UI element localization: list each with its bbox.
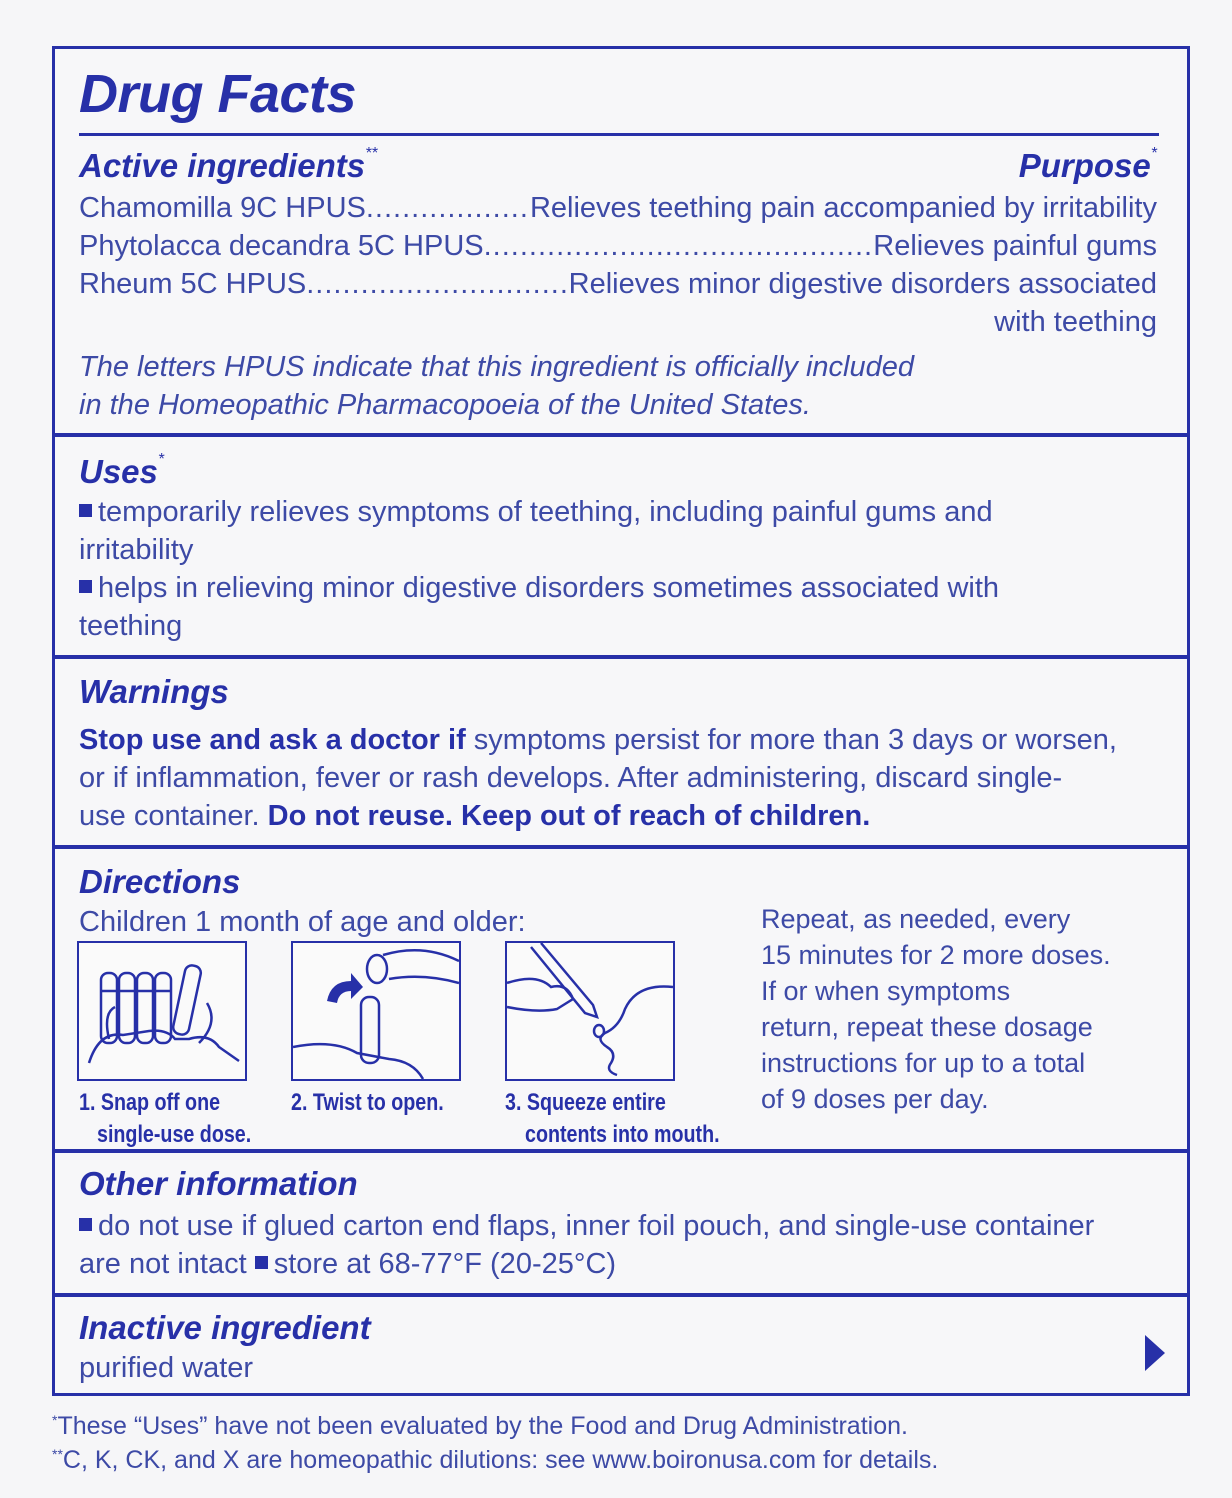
ingredient-name: Chamomilla 9C HPUS xyxy=(79,192,366,224)
other-info-text: do not use if glued carton end flaps, inner foil pouch, and single-use container xyxy=(98,1210,1095,1242)
warnings-text: symptoms persist for more than 3 days or worsen, xyxy=(465,724,1117,756)
active-heading-mark: ** xyxy=(365,145,378,162)
purpose-heading-text: Purpose xyxy=(1018,147,1151,184)
step2-caption: 2. Twist to open. xyxy=(291,1089,444,1116)
active-ingredients-heading xyxy=(79,147,378,185)
squeeze-mouth-illustration xyxy=(505,941,675,1081)
leader-dots xyxy=(366,189,530,227)
step1-caption: 1. Snap off one xyxy=(79,1089,221,1116)
uses-item-text: temporarily relieves symptoms of teething, including painful gums and xyxy=(98,496,993,528)
repeat-line: Repeat, as needed, every xyxy=(761,904,1071,934)
page-title: Drug Facts xyxy=(79,64,357,124)
directions-heading: Directions xyxy=(79,863,241,900)
other-information-heading: Other information xyxy=(79,1165,358,1202)
warnings-line xyxy=(79,721,1117,759)
footnote-text: C, K, CK, and X are homeopathic dilutions: see www.boironusa.com for details. xyxy=(62,1446,939,1474)
purpose-heading-mark: * xyxy=(1150,145,1157,162)
repeat-line: If or when symptoms xyxy=(761,976,1011,1006)
warnings-heading: Warnings xyxy=(79,673,229,710)
step1-caption-continued: single-use dose. xyxy=(97,1121,252,1148)
step3-caption-continued: contents into mouth. xyxy=(525,1121,720,1148)
other-info-text: store at 68-77°F (20-25°C) xyxy=(273,1248,617,1280)
bullet-icon xyxy=(255,1256,268,1269)
uses-heading-mark: * xyxy=(157,451,165,468)
ingredient-purpose: Relieves minor digestive disorders associated xyxy=(568,268,1157,300)
uses-item xyxy=(79,569,999,607)
footnote-mark: ** xyxy=(52,1446,63,1462)
footnote-mark: * xyxy=(52,1412,58,1428)
step3-caption: 3. Squeeze entire xyxy=(505,1089,666,1116)
repeat-line: of 9 doses per day. xyxy=(761,1084,989,1114)
bullet-icon xyxy=(79,1218,92,1231)
squeeze-icon xyxy=(507,943,673,1079)
ingredient-name: Phytolacca decandra 5C HPUS xyxy=(79,230,484,262)
uses-item xyxy=(79,493,993,531)
ingredient-name: Rheum 5C HPUS xyxy=(79,268,307,300)
title-rule xyxy=(79,133,1159,136)
ingredient-purpose: Relieves painful gums xyxy=(873,230,1157,262)
uses-item-continued: teething xyxy=(79,610,183,642)
repeat-line: return, repeat these dosage xyxy=(761,1012,1093,1042)
bullet-icon xyxy=(79,580,92,593)
ingredient-purpose: Relieves teething pain accompanied by irritability xyxy=(529,192,1157,224)
directions-intro: Children 1 month of age and older: xyxy=(79,906,526,938)
warnings-line xyxy=(79,797,870,835)
twist-icon xyxy=(293,943,459,1079)
twist-open-illustration xyxy=(291,941,461,1081)
section-divider xyxy=(55,655,1187,659)
section-divider xyxy=(55,845,1187,849)
vial-strip-icon xyxy=(79,943,245,1079)
warnings-text: use container. xyxy=(79,800,268,832)
inactive-ingredient-value: purified water xyxy=(79,1352,254,1384)
section-divider xyxy=(55,1149,1187,1153)
other-info-line xyxy=(79,1207,1094,1245)
uses-item-continued: irritability xyxy=(79,534,194,566)
uses-heading xyxy=(79,453,164,491)
other-info-line xyxy=(79,1245,616,1283)
section-divider xyxy=(55,433,1187,437)
footnote-dilutions xyxy=(52,1446,938,1475)
hpus-note-line: The letters HPUS indicate that this ingredient is officially included xyxy=(79,351,914,383)
ingredient-row xyxy=(79,265,1157,303)
other-info-text: are not intact xyxy=(79,1248,255,1280)
drug-facts-panel xyxy=(52,46,1190,1396)
section-divider xyxy=(55,1293,1187,1297)
active-heading-text: Active ingredients xyxy=(79,147,366,184)
ingredient-row xyxy=(79,189,1157,227)
uses-heading-text: Uses xyxy=(79,453,158,490)
footnote-uses xyxy=(52,1412,908,1441)
repeat-line: 15 minutes for 2 more doses. xyxy=(761,940,1111,970)
hpus-note-line: in the Homeopathic Pharmacopoeia of the United States. xyxy=(79,389,811,421)
warnings-bold: Do not reuse. Keep out of reach of children. xyxy=(267,800,871,832)
ingredient-purpose-continued: with teething xyxy=(994,306,1157,338)
continue-arrow-icon xyxy=(1145,1335,1165,1371)
inactive-ingredient-heading: Inactive ingredient xyxy=(79,1309,371,1346)
warnings-bold: Stop use and ask a doctor if xyxy=(79,724,466,756)
purpose-heading xyxy=(1019,147,1157,185)
uses-item-text: helps in relieving minor digestive disorders sometimes associated with xyxy=(98,572,1000,604)
leader-dots xyxy=(484,227,874,265)
ingredient-row xyxy=(79,227,1157,265)
bullet-icon xyxy=(79,504,92,517)
repeat-instructions xyxy=(761,901,1111,1117)
repeat-line: instructions for up to a total xyxy=(761,1048,1086,1078)
warnings-line: or if inflammation, fever or rash develops. After administering, discard single- xyxy=(79,762,1063,794)
snap-dose-illustration xyxy=(77,941,247,1081)
footnote-text: These “Uses” have not been evaluated by the Food and Drug Administration. xyxy=(57,1412,908,1440)
leader-dots xyxy=(306,265,568,303)
